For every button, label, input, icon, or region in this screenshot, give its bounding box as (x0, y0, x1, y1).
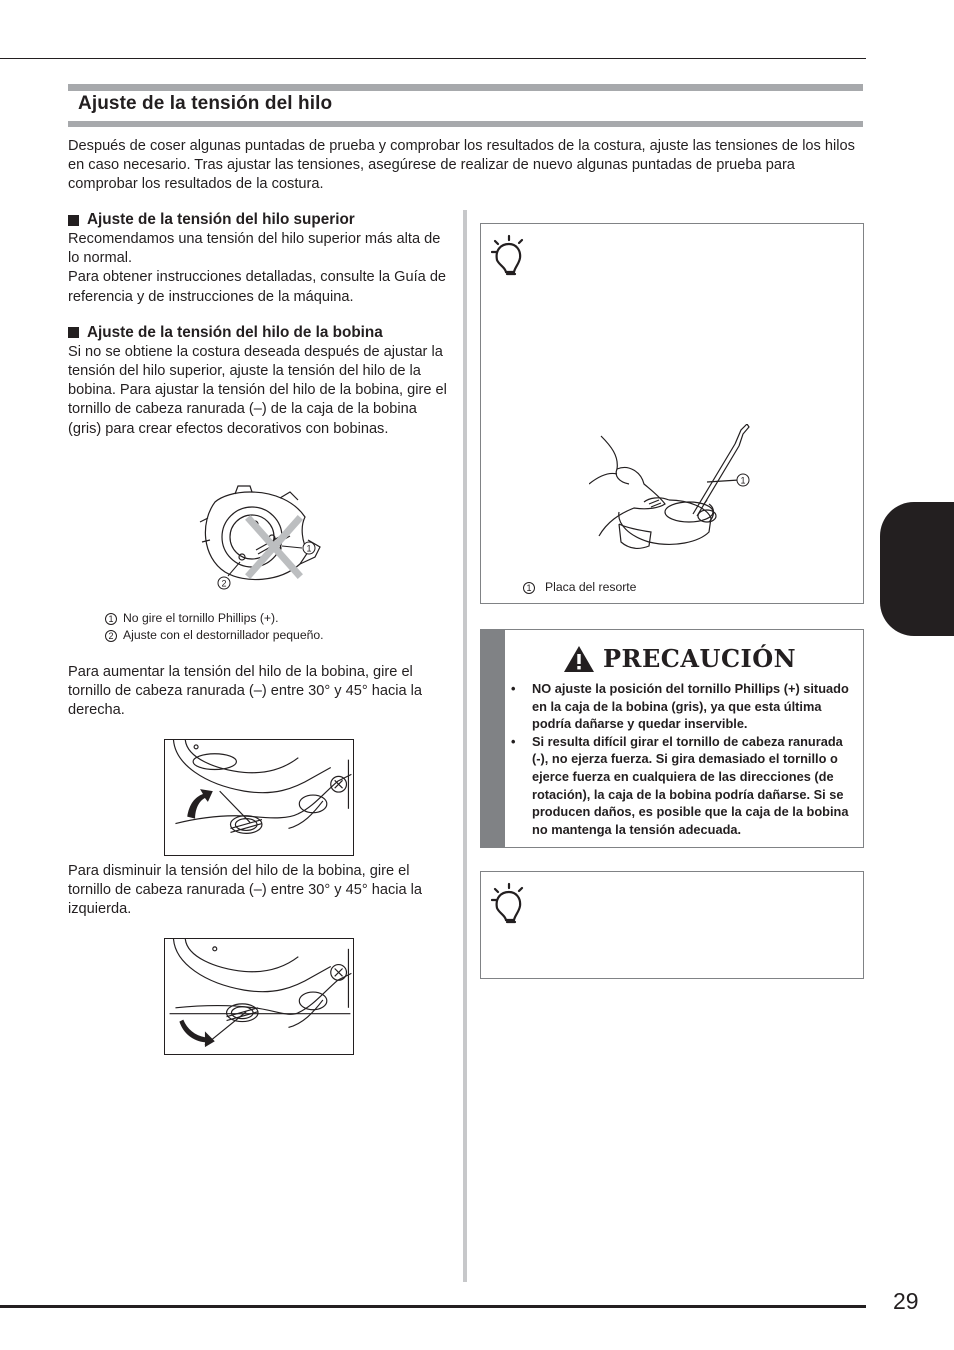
bottom-rule (0, 1305, 866, 1308)
caution-side-bar (481, 630, 505, 847)
caption-1 (105, 610, 445, 627)
spring-caption (523, 579, 636, 596)
decrease-paragraph: Para disminuir la tensión del hilo de la bobina, gire el tornillo de cabeza ranurada (–) entre 30° y 45° hacia la izquierda. (68, 863, 423, 918)
bobbin-thread-heading (68, 323, 450, 343)
caution-list (511, 680, 857, 838)
upper-paragraph-1: Recomendamos una tensión del hilo superior más alta de lo normal. (68, 231, 441, 267)
intro-paragraph: Después de coser algunas puntadas de prueba y comprobar los resultados de la costura, ajuste las tensiones de los hilos en caso necesario. Tras ajustar las tensiones, asegúrese de realizar de nuevo algunas puntadas de prueba para comprobar los resultados de la costura. (68, 138, 855, 193)
caption-2-number: 2 (105, 630, 117, 642)
caution-title-text: PRECAUCIÓN (603, 644, 797, 673)
note-icon (491, 234, 525, 276)
caution-title (563, 644, 796, 673)
left-column (68, 210, 450, 439)
header-bar-top (68, 84, 863, 91)
chapter-thumb-tab (880, 502, 954, 636)
bobbin-figure-label-1: 1 (306, 543, 312, 554)
caption-1-number: 1 (105, 613, 117, 625)
caption-1-text: No gire el tornillo Phillips (+). (123, 611, 279, 625)
section-header (68, 84, 863, 128)
caution-item-2: • Si resulta difícil girar el tornillo de cabeza ranurada (-), no ejerza fuerza. Si gira demasiado el tornillo o ejerce fuerza en cualquiera de las direcciones (de rotación), la caja de la bobina podría dañarse. Si se producen daños, es posible que la caja de la bobina no mantenga la tensión adecuada. (511, 733, 857, 839)
note-icon (491, 882, 525, 924)
square-bullet-icon (68, 327, 79, 338)
decrease-tension-figure (164, 938, 354, 1055)
bobbin-paragraph-1: Si no se obtiene la costura deseada después de ajustar la tensión del hilo superior, ajuste la tensión del hilo de la bobina. Para ajustar la tensión del hilo de la bobina, gire el tornillo de cabeza ranurada (–) de la caja de la bobina (gris) para crear efectos decorativos con bobinas. (68, 343, 447, 437)
top-rule (0, 58, 866, 59)
caption-2 (105, 627, 445, 644)
spring-caption-text: Placa del resorte (545, 580, 637, 594)
note-box-2 (480, 871, 864, 979)
header-bar-bottom (68, 121, 863, 127)
bobbin-figure-label-2: 2 (221, 578, 227, 589)
increase-paragraph: Para aumentar la tensión del hilo de la bobina, gire el tornillo de cabeza ranurada (–) entre 30° y 45° hacia la derecha. (68, 664, 423, 719)
caption-2-text: Ajuste con el destornillador pequeño. (123, 628, 324, 642)
page-number: 29 (893, 1288, 919, 1314)
warning-icon (563, 645, 595, 673)
spring-plate-figure (589, 424, 759, 564)
upper-thread-heading (68, 210, 450, 230)
spring-figure-label-1: 1 (740, 475, 746, 486)
caution-item-1: • NO ajuste la posición del tornillo Phillips (+) situado en la caja de la bobina (gris), ya que esta última podría dañarse y quedar inservible. (511, 680, 857, 733)
section-title: Ajuste de la tensión del hilo (78, 93, 333, 114)
spring-caption-number: 1 (523, 582, 535, 594)
bobbin-captions (105, 610, 445, 644)
upper-heading-text: Ajuste de la tensión del hilo superior (87, 211, 355, 228)
upper-paragraph-2: Para obtener instrucciones detalladas, consulte la Guía de referencia y de instrucciones de la máquina. (68, 269, 447, 305)
square-bullet-icon (68, 215, 79, 226)
bobbin-case-figure (190, 482, 330, 592)
bobbin-heading-text: Ajuste de la tensión del hilo de la bobina (87, 323, 383, 341)
caution-box (480, 629, 864, 848)
column-divider (463, 210, 467, 1282)
note-box-1 (480, 223, 864, 604)
increase-tension-figure (164, 739, 354, 856)
